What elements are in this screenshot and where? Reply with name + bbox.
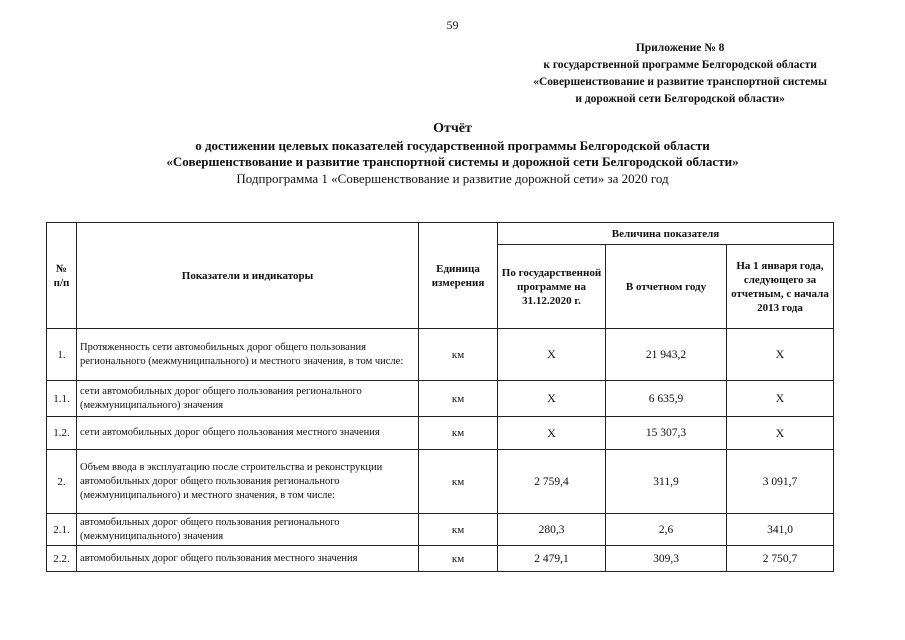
row-indicator: автомобильных дорог общего пользования местного значения xyxy=(77,546,419,572)
appendix-line-4: и дорожной сети Белгородской области» xyxy=(575,93,785,105)
table-row xyxy=(47,381,834,417)
row-plan: 280,3 xyxy=(498,514,606,546)
row-current: 15 307,3 xyxy=(606,417,727,450)
row-plan: Х xyxy=(498,381,606,417)
row-indicator: сети автомобильных дорог общего пользования регионального (межмуниципального) значения xyxy=(77,381,419,417)
table-row xyxy=(47,450,834,514)
row-num: 1.1. xyxy=(47,381,77,417)
indicators-table xyxy=(46,222,834,572)
table-row xyxy=(47,546,834,572)
row-cumulative: Х xyxy=(727,381,834,417)
appendix-line-2: к государственной программе Белгородской области xyxy=(543,59,817,71)
header-unit: Единица измерения xyxy=(419,223,498,329)
row-num: 2.1. xyxy=(47,514,77,546)
header-current-year: В отчетном году xyxy=(606,245,727,329)
row-unit: км xyxy=(419,417,498,450)
row-num: 1.2. xyxy=(47,417,77,450)
row-indicator: сети автомобильных дорог общего пользования местного значения xyxy=(77,417,419,450)
row-current: 21 943,2 xyxy=(606,329,727,381)
row-indicator: автомобильных дорог общего пользования регионального (межмуниципального) значения xyxy=(77,514,419,546)
table-row xyxy=(47,514,834,546)
row-unit: км xyxy=(419,329,498,381)
row-plan: Х xyxy=(498,417,606,450)
appendix-line-3: «Совершенствование и развитие транспортной системы xyxy=(533,76,827,88)
report-subtitle-1: о достижении целевых показателей государственной программы Белгородской области xyxy=(195,138,710,153)
row-plan: 2 479,1 xyxy=(498,546,606,572)
row-num: 1. xyxy=(47,329,77,381)
row-current: 311,9 xyxy=(606,450,727,514)
row-cumulative: 341,0 xyxy=(727,514,834,546)
row-cumulative: 3 091,7 xyxy=(727,450,834,514)
row-indicator: Объем ввода в эксплуатацию после строительства и реконструкции автомобильных дорог общего пользования регионального (межмуниципального) и местного значения, в том числе: xyxy=(77,450,419,514)
row-unit: км xyxy=(419,546,498,572)
row-cumulative: 2 750,7 xyxy=(727,546,834,572)
row-cumulative: Х xyxy=(727,329,834,381)
report-subtitle-2: «Совершенствование и развитие транспортной системы и дорожной сети Белгородской области» xyxy=(166,154,739,169)
header-indicator: Показатели и индикаторы xyxy=(77,223,419,329)
header-num: № п/п xyxy=(47,223,77,329)
appendix-header xyxy=(533,40,827,108)
row-current: 6 635,9 xyxy=(606,381,727,417)
row-num: 2.2. xyxy=(47,546,77,572)
row-current: 309,3 xyxy=(606,546,727,572)
header-by-program: По государственной программе на 31.12.2020 г. xyxy=(498,245,606,329)
page-number: 59 xyxy=(446,18,459,32)
row-unit: км xyxy=(419,450,498,514)
table-row xyxy=(47,329,834,381)
header-since-2013: На 1 января года, следующего за отчетным, с начала 2013 года xyxy=(727,245,834,329)
report-title-block xyxy=(0,120,905,188)
report-subtitle-3: Подпрограмма 1 «Совершенствование и развитие дорожной сети» за 2020 год xyxy=(236,171,669,186)
row-cumulative: Х xyxy=(727,417,834,450)
row-plan: Х xyxy=(498,329,606,381)
row-indicator: Протяженность сети автомобильных дорог общего пользования регионального (межмуниципального) и местного значения, в том числе: xyxy=(77,329,419,381)
table-row xyxy=(47,417,834,450)
row-current: 2,6 xyxy=(606,514,727,546)
report-title: Отчёт xyxy=(433,121,472,136)
row-num: 2. xyxy=(47,450,77,514)
row-unit: км xyxy=(419,381,498,417)
appendix-line-1: Приложение № 8 xyxy=(635,42,725,54)
row-unit: км xyxy=(419,514,498,546)
header-value-group: Величина показателя xyxy=(498,223,834,245)
row-plan: 2 759,4 xyxy=(498,450,606,514)
